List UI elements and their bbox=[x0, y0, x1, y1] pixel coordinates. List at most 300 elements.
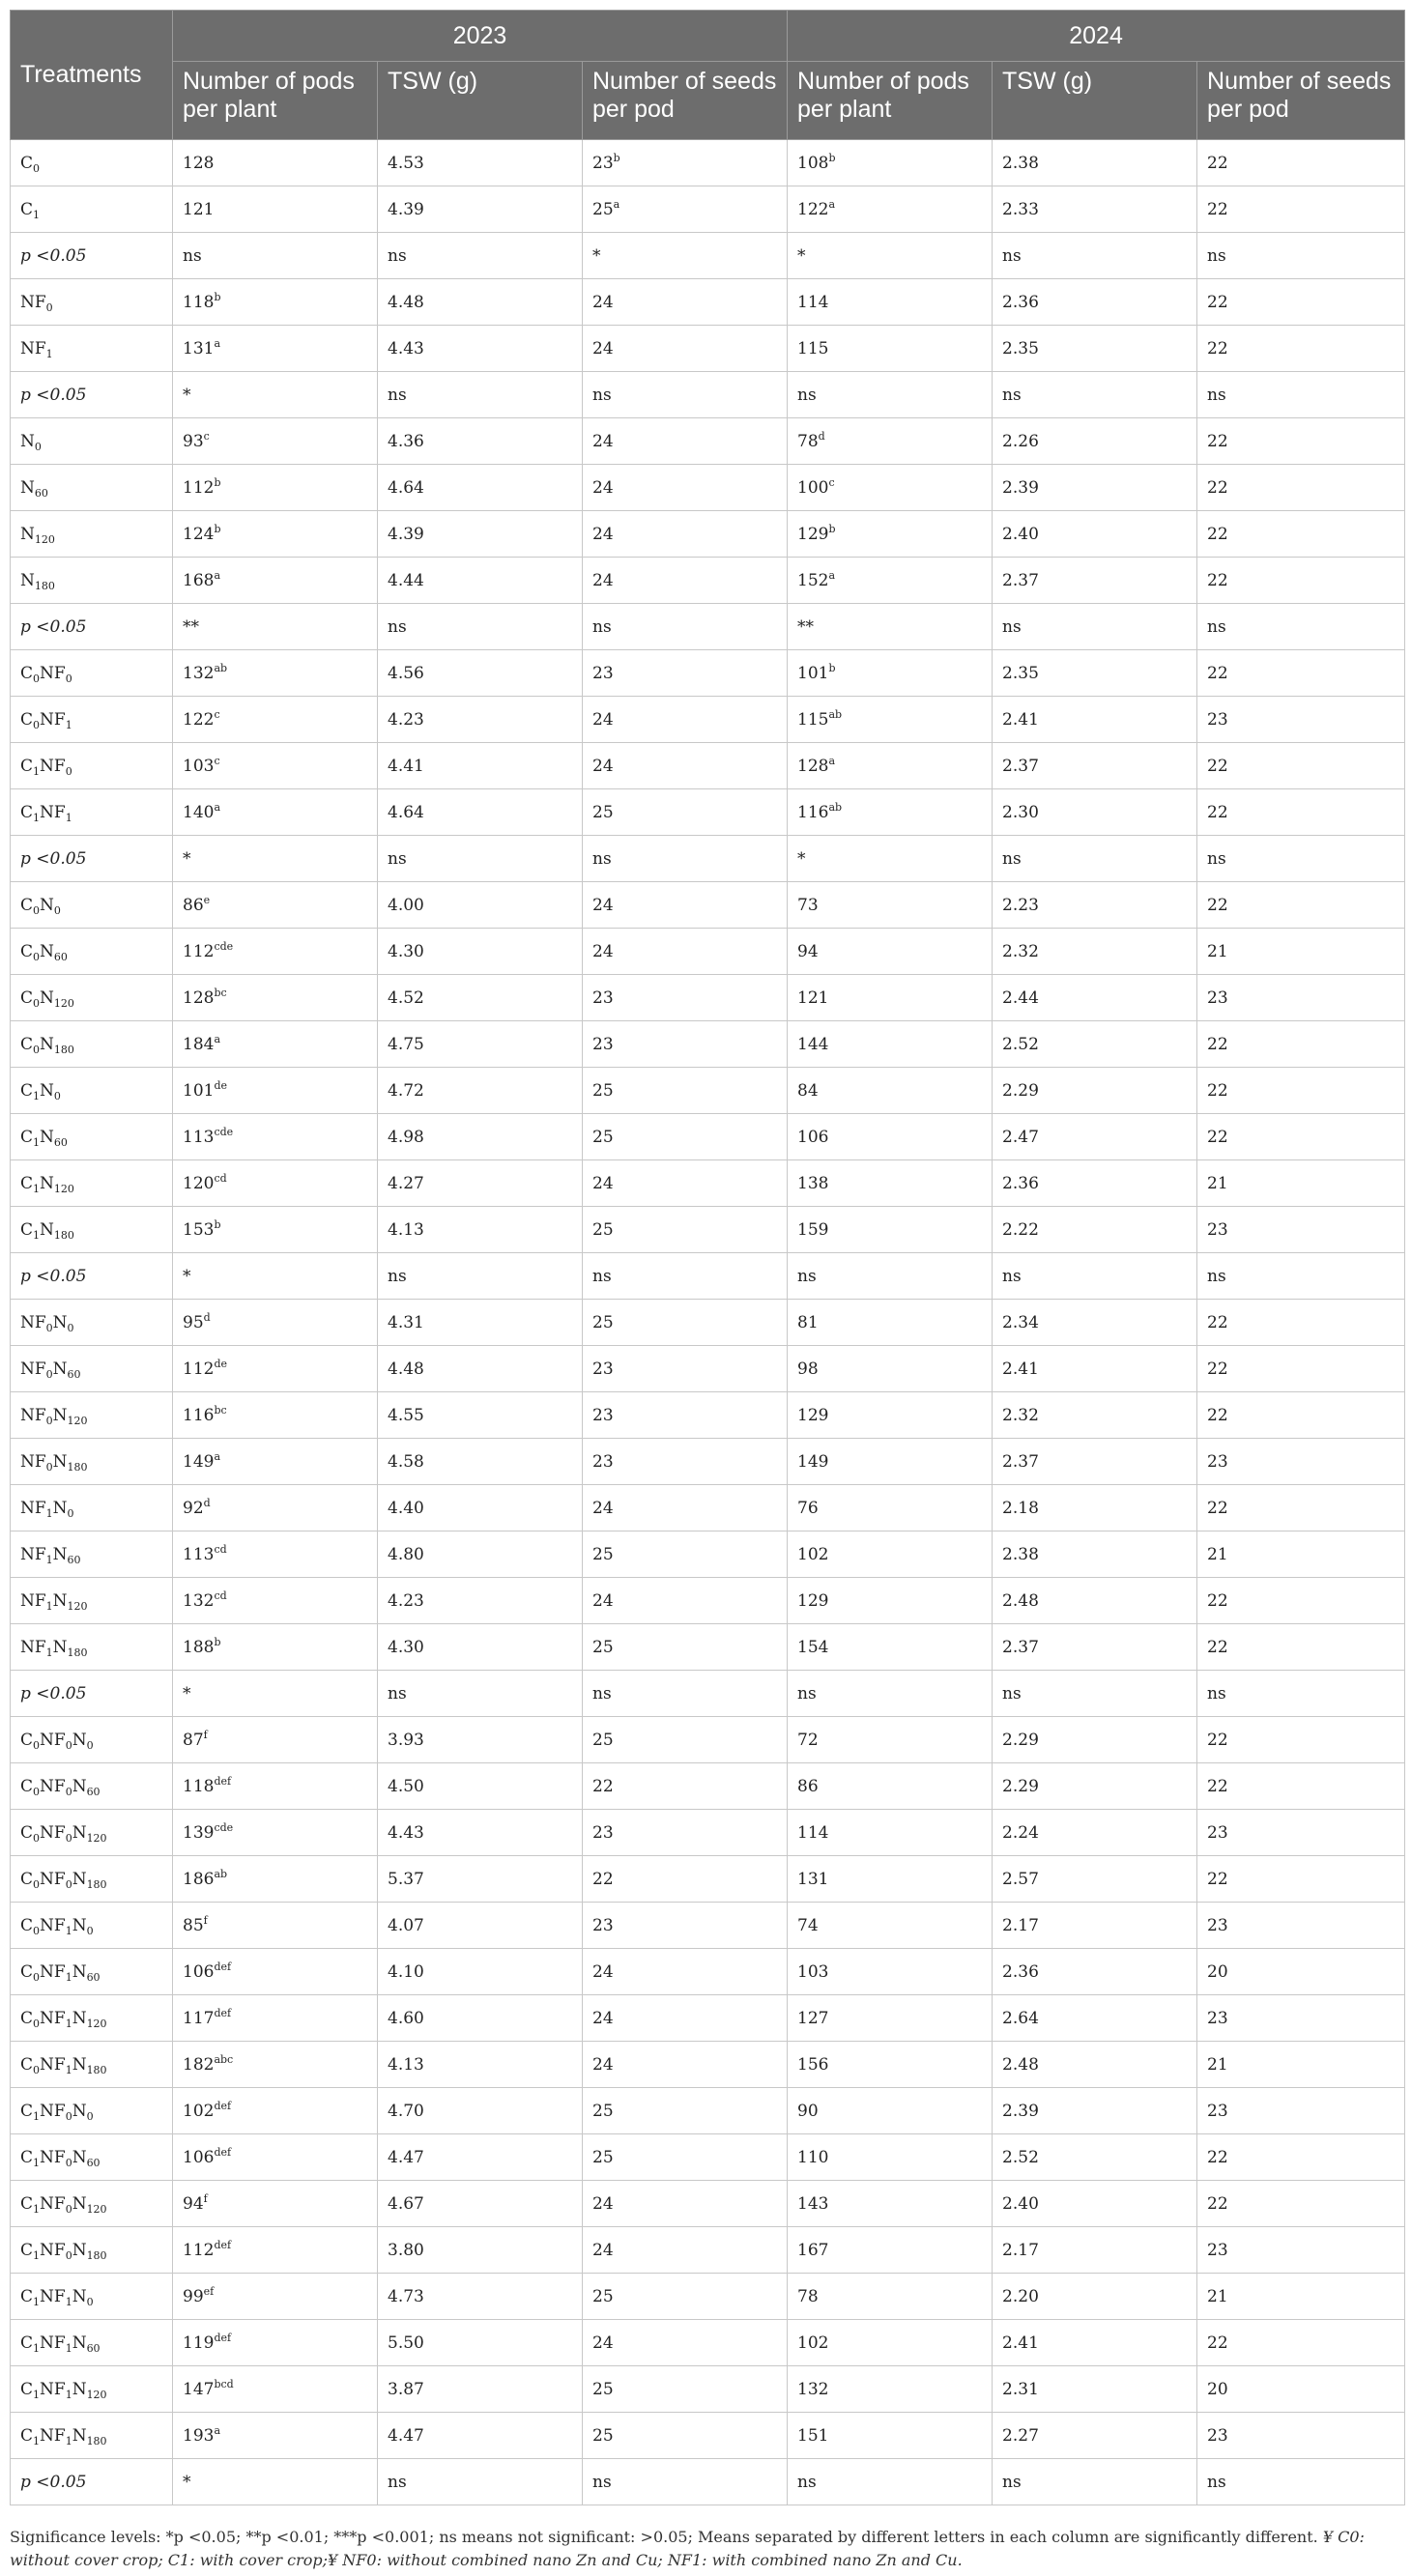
cell-pods-2023 bbox=[173, 511, 378, 558]
cell-value: 86 bbox=[797, 1776, 819, 1796]
cell-value: 25 bbox=[592, 2101, 614, 2121]
cell-tsw-2024: ns bbox=[993, 1671, 1197, 1717]
cell-seeds-2024 bbox=[1197, 1856, 1405, 1903]
cell-tsw-2023 bbox=[378, 1068, 583, 1114]
treatment-cell bbox=[11, 279, 173, 326]
treatment-cell bbox=[11, 1995, 173, 2042]
cell-value: 5.50 bbox=[388, 2333, 424, 2353]
significance-row bbox=[11, 233, 1405, 279]
table-row bbox=[11, 1763, 1405, 1810]
table-row bbox=[11, 558, 1405, 604]
treatment-factor: C bbox=[20, 1219, 34, 1240]
cell-value: 22 bbox=[1207, 1590, 1228, 1611]
cell-tsw-2023 bbox=[378, 1995, 583, 2042]
cell-value: 154 bbox=[797, 1637, 829, 1657]
cell-value: 22 bbox=[1207, 1127, 1228, 1147]
table-row bbox=[11, 2320, 1405, 2366]
treatment-factor: NF bbox=[40, 2240, 66, 2260]
significance-letters: d bbox=[203, 1496, 211, 1509]
cell-tsw-2023: ns bbox=[378, 2459, 583, 2505]
cell-seeds-2024 bbox=[1197, 326, 1405, 372]
cell-value: 193 bbox=[183, 2425, 215, 2446]
treatment-cell bbox=[11, 1624, 173, 1671]
treatment-cell bbox=[11, 1021, 173, 1068]
treatment-factor: NF bbox=[20, 1359, 46, 1379]
cell-value: 2.26 bbox=[1002, 431, 1039, 451]
cell-pods-2024 bbox=[788, 789, 993, 836]
cell-pods-2023 bbox=[173, 1995, 378, 2042]
cell-value: 22 bbox=[1207, 431, 1228, 451]
treatment-level: 0 bbox=[86, 2295, 94, 2308]
treatment-factor: C bbox=[20, 1730, 34, 1750]
cell-seeds-2023 bbox=[583, 2366, 788, 2413]
treatment-level: 1 bbox=[45, 1553, 53, 1566]
treatment-factor: N bbox=[52, 1451, 68, 1472]
cell-pods-2023: * bbox=[173, 1671, 378, 1717]
cell-value: 85 bbox=[183, 1915, 204, 1935]
cell-value: 121 bbox=[183, 199, 215, 219]
cell-seeds-2024 bbox=[1197, 2366, 1405, 2413]
treatment-cell bbox=[11, 2366, 173, 2413]
treatment-factor: C bbox=[20, 941, 34, 961]
treatment-cell bbox=[11, 1810, 173, 1856]
cell-pods-2024: ns bbox=[788, 2459, 993, 2505]
table-row bbox=[11, 186, 1405, 233]
treatment-level: 60 bbox=[67, 1367, 81, 1381]
significance-letters: b bbox=[828, 151, 836, 164]
treatment-cell bbox=[11, 1392, 173, 1439]
cell-seeds-2024 bbox=[1197, 2320, 1405, 2366]
cell-seeds-2024 bbox=[1197, 975, 1405, 1021]
cell-pods-2024 bbox=[788, 1160, 993, 1207]
significance-letters: bc bbox=[214, 1403, 227, 1417]
cell-pods-2023 bbox=[173, 2088, 378, 2134]
treatment-level: 1 bbox=[33, 2341, 41, 2355]
cell-value: 119 bbox=[183, 2333, 215, 2353]
cell-value: 118 bbox=[183, 292, 215, 312]
cell-value: 23 bbox=[1207, 709, 1228, 730]
cell-tsw-2024 bbox=[993, 1300, 1197, 1346]
cell-pods-2023: ** bbox=[173, 604, 378, 650]
cell-pods-2024 bbox=[788, 697, 993, 743]
cell-seeds-2024 bbox=[1197, 1392, 1405, 1439]
treatment-level: 0 bbox=[65, 764, 72, 778]
table-row bbox=[11, 1995, 1405, 2042]
table-row bbox=[11, 1810, 1405, 1856]
cell-seeds-2023 bbox=[583, 975, 788, 1021]
cell-pods-2024 bbox=[788, 1392, 993, 1439]
cell-seeds-2024 bbox=[1197, 2134, 1405, 2181]
cell-value: 108 bbox=[797, 153, 829, 173]
cell-tsw-2023 bbox=[378, 140, 583, 186]
cell-pods-2024: * bbox=[788, 836, 993, 882]
cell-value: 22 bbox=[1207, 199, 1228, 219]
treatment-cell bbox=[11, 2320, 173, 2366]
cell-seeds-2024 bbox=[1197, 2181, 1405, 2227]
treatment-factor: N bbox=[40, 941, 54, 961]
cell-seeds-2023 bbox=[583, 1346, 788, 1392]
cell-tsw-2024 bbox=[993, 743, 1197, 789]
significance-row bbox=[11, 372, 1405, 418]
cell-value: 23 bbox=[1207, 1451, 1228, 1472]
treatment-factor: C bbox=[20, 1961, 34, 1982]
cell-pods-2023 bbox=[173, 1903, 378, 1949]
treatment-level: 0 bbox=[33, 1738, 41, 1752]
cell-value: 25 bbox=[592, 199, 614, 219]
cell-tsw-2023 bbox=[378, 929, 583, 975]
significance-letters: def bbox=[214, 1960, 232, 1973]
cell-seeds-2024: ns bbox=[1197, 2459, 1405, 2505]
cell-tsw-2023 bbox=[378, 326, 583, 372]
significance-letters: abc bbox=[214, 2052, 234, 2066]
treatment-factor: NF bbox=[40, 1730, 66, 1750]
cell-value: 23 bbox=[1207, 1219, 1228, 1240]
treatment-factor: N bbox=[72, 2193, 87, 2214]
treatment-level: 0 bbox=[33, 1043, 41, 1056]
table-row bbox=[11, 1021, 1405, 1068]
cell-tsw-2024: ns bbox=[993, 372, 1197, 418]
treatment-cell bbox=[11, 1300, 173, 1346]
treatment-level: 0 bbox=[67, 1506, 74, 1520]
cell-pods-2023 bbox=[173, 1021, 378, 1068]
cell-seeds-2024 bbox=[1197, 1114, 1405, 1160]
cell-value: 22 bbox=[1207, 2193, 1228, 2214]
treatment-cell bbox=[11, 2134, 173, 2181]
cell-value: 22 bbox=[1207, 2147, 1228, 2167]
cell-tsw-2024 bbox=[993, 1810, 1197, 1856]
cell-tsw-2024 bbox=[993, 697, 1197, 743]
cell-pods-2023 bbox=[173, 1485, 378, 1531]
cell-value: 23 bbox=[1207, 2425, 1228, 2446]
treatment-factor: NF bbox=[40, 1869, 66, 1889]
cell-value: 3.80 bbox=[388, 2240, 424, 2260]
treatment-factor: NF bbox=[40, 2425, 66, 2446]
treatment-factor: NF bbox=[40, 2101, 66, 2121]
treatment-level: 0 bbox=[65, 2156, 72, 2169]
cell-tsw-2023 bbox=[378, 1439, 583, 1485]
treatment-factor: N bbox=[52, 1359, 68, 1379]
table-footnote bbox=[10, 2526, 1404, 2572]
cell-seeds-2024 bbox=[1197, 1717, 1405, 1763]
cell-tsw-2023 bbox=[378, 650, 583, 697]
treatment-level: 180 bbox=[67, 1460, 88, 1474]
cell-value: 153 bbox=[183, 1219, 215, 1240]
treatment-factor: C bbox=[20, 709, 34, 730]
cell-tsw-2023 bbox=[378, 2320, 583, 2366]
col-header-seeds-2024: Number of seeds per pod bbox=[1197, 62, 1405, 140]
cell-seeds-2023 bbox=[583, 1763, 788, 1810]
cell-value: 106 bbox=[183, 2147, 215, 2167]
treatment-level: 1 bbox=[65, 2063, 72, 2076]
treatment-factor: N bbox=[20, 477, 35, 498]
treatment-factor: N bbox=[72, 2147, 87, 2167]
treatment-cell bbox=[11, 511, 173, 558]
significance-letters: b bbox=[613, 151, 620, 164]
treatment-level: 1 bbox=[33, 2388, 41, 2401]
cell-tsw-2023: ns bbox=[378, 233, 583, 279]
cell-value: 4.30 bbox=[388, 941, 424, 961]
cell-tsw-2023 bbox=[378, 511, 583, 558]
table-row bbox=[11, 1439, 1405, 1485]
treatment-factor: N bbox=[72, 1961, 87, 1982]
cell-pods-2023 bbox=[173, 2042, 378, 2088]
cell-value: 22 bbox=[1207, 153, 1228, 173]
cell-seeds-2023 bbox=[583, 1439, 788, 1485]
table-row bbox=[11, 1300, 1405, 1346]
cell-value: 25 bbox=[592, 2379, 614, 2399]
treatment-cell bbox=[11, 1207, 173, 1253]
significance-letters: b bbox=[214, 475, 221, 489]
treatment-level: 180 bbox=[86, 1877, 107, 1891]
treatment-level: 0 bbox=[45, 1414, 53, 1427]
treatment-factor: NF bbox=[40, 1822, 66, 1843]
header-row-columns bbox=[11, 62, 1405, 140]
significance-label: p <0.05 bbox=[11, 1253, 173, 1300]
treatment-factor: N bbox=[72, 2101, 87, 2121]
cell-value: 25 bbox=[592, 1080, 614, 1101]
cell-value: 2.37 bbox=[1002, 570, 1039, 590]
cell-value: 2.40 bbox=[1002, 524, 1039, 544]
cell-value: 23 bbox=[592, 1034, 614, 1054]
cell-value: 143 bbox=[797, 2193, 829, 2214]
cell-seeds-2023 bbox=[583, 1300, 788, 1346]
table-row bbox=[11, 2181, 1405, 2227]
table-row bbox=[11, 1717, 1405, 1763]
cell-value: 4.70 bbox=[388, 2101, 424, 2121]
cell-value: 4.13 bbox=[388, 2054, 424, 2075]
treatment-factor: N bbox=[52, 1312, 68, 1332]
cell-tsw-2023 bbox=[378, 1717, 583, 1763]
cell-seeds-2024 bbox=[1197, 789, 1405, 836]
cell-seeds-2024 bbox=[1197, 1021, 1405, 1068]
cell-value: 4.64 bbox=[388, 802, 424, 822]
cell-pods-2023 bbox=[173, 1624, 378, 1671]
cell-pods-2024 bbox=[788, 465, 993, 511]
cell-value: 25 bbox=[592, 2286, 614, 2306]
cell-pods-2023 bbox=[173, 2227, 378, 2274]
cell-seeds-2023 bbox=[583, 2088, 788, 2134]
cell-pods-2024 bbox=[788, 882, 993, 929]
cell-tsw-2023 bbox=[378, 2366, 583, 2413]
treatment-factor: C bbox=[20, 1915, 34, 1935]
cell-tsw-2024 bbox=[993, 558, 1197, 604]
cell-value: 23 bbox=[1207, 2240, 1228, 2260]
cell-value: 129 bbox=[797, 1405, 829, 1425]
treatment-factor: N bbox=[20, 570, 35, 590]
cell-seeds-2024 bbox=[1197, 2088, 1405, 2134]
significance-letters: cd bbox=[214, 1542, 227, 1556]
treatment-factor: NF bbox=[20, 1498, 46, 1518]
cell-value: 115 bbox=[797, 709, 829, 730]
cell-tsw-2024 bbox=[993, 975, 1197, 1021]
cell-pods-2023 bbox=[173, 418, 378, 465]
cell-value: 22 bbox=[1207, 802, 1228, 822]
cell-value: 22 bbox=[1207, 1730, 1228, 1750]
cell-value: 2.57 bbox=[1002, 1869, 1039, 1889]
cell-value: 23 bbox=[1207, 2008, 1228, 2028]
cell-pods-2024 bbox=[788, 975, 993, 1021]
cell-value: 102 bbox=[183, 2101, 215, 2121]
cell-seeds-2024: ns bbox=[1197, 604, 1405, 650]
cell-tsw-2023 bbox=[378, 1114, 583, 1160]
cell-value: 24 bbox=[592, 756, 614, 776]
table-row bbox=[11, 1531, 1405, 1578]
treatment-factor: N bbox=[72, 2333, 87, 2353]
treatment-level: 60 bbox=[86, 1785, 101, 1798]
treatment-factor: NF bbox=[20, 338, 46, 358]
cell-pods-2023 bbox=[173, 465, 378, 511]
treatment-level: 0 bbox=[33, 996, 41, 1010]
significance-letters: def bbox=[214, 2099, 232, 2112]
cell-tsw-2023 bbox=[378, 1531, 583, 1578]
cell-value: 128 bbox=[797, 756, 829, 776]
cell-tsw-2023 bbox=[378, 1763, 583, 1810]
treatment-factor: C bbox=[20, 153, 34, 173]
cell-seeds-2024 bbox=[1197, 697, 1405, 743]
treatment-level: 1 bbox=[45, 1506, 53, 1520]
treatment-level: 1 bbox=[45, 1646, 53, 1659]
cell-value: 115 bbox=[797, 338, 829, 358]
cell-seeds-2023 bbox=[583, 2042, 788, 2088]
treatment-level: 0 bbox=[53, 903, 61, 917]
cell-value: 106 bbox=[797, 1127, 829, 1147]
cell-value: 112 bbox=[183, 941, 215, 961]
significance-label: p <0.05 bbox=[11, 2459, 173, 2505]
cell-value: 4.31 bbox=[388, 1312, 424, 1332]
table-body bbox=[11, 140, 1405, 2505]
cell-value: 116 bbox=[797, 802, 829, 822]
treatment-level: 120 bbox=[67, 1599, 88, 1613]
cell-seeds-2024 bbox=[1197, 2227, 1405, 2274]
cell-value: 21 bbox=[1207, 1173, 1228, 1193]
treatment-level: 1 bbox=[33, 1182, 41, 1195]
cell-value: 2.31 bbox=[1002, 2379, 1039, 2399]
treatment-level: 60 bbox=[86, 2156, 101, 2169]
cell-value: 4.36 bbox=[388, 431, 424, 451]
cell-value: 4.27 bbox=[388, 1173, 424, 1193]
cell-value: 129 bbox=[797, 1590, 829, 1611]
cell-seeds-2023 bbox=[583, 558, 788, 604]
cell-value: 25 bbox=[592, 1312, 614, 1332]
significance-label: p <0.05 bbox=[11, 604, 173, 650]
cell-value: 23 bbox=[592, 1915, 614, 1935]
cell-pods-2023 bbox=[173, 186, 378, 233]
cell-tsw-2023: ns bbox=[378, 1671, 583, 1717]
cell-seeds-2023 bbox=[583, 929, 788, 975]
cell-value: 84 bbox=[797, 1080, 819, 1101]
treatment-cell bbox=[11, 743, 173, 789]
cell-seeds-2023 bbox=[583, 1903, 788, 1949]
cell-pods-2024 bbox=[788, 1531, 993, 1578]
cell-value: 98 bbox=[797, 1359, 819, 1379]
treatment-factor: N bbox=[72, 2286, 87, 2306]
treatment-level: 120 bbox=[67, 1414, 88, 1427]
cell-value: 4.44 bbox=[388, 570, 424, 590]
significance-letters: b bbox=[828, 661, 836, 674]
cell-value: 94 bbox=[183, 2193, 204, 2214]
cell-seeds-2024 bbox=[1197, 1903, 1405, 1949]
cell-value: 120 bbox=[183, 1173, 215, 1193]
cell-tsw-2024 bbox=[993, 1346, 1197, 1392]
treatment-cell bbox=[11, 1160, 173, 1207]
cell-value: 4.52 bbox=[388, 987, 424, 1008]
cell-value: 2.44 bbox=[1002, 987, 1039, 1008]
cell-pods-2023 bbox=[173, 882, 378, 929]
cell-value: 25 bbox=[592, 802, 614, 822]
cell-pods-2023 bbox=[173, 2366, 378, 2413]
significance-letters: a bbox=[214, 800, 221, 814]
cell-pods-2023 bbox=[173, 1949, 378, 1995]
cell-pods-2024 bbox=[788, 2366, 993, 2413]
cell-value: 21 bbox=[1207, 2054, 1228, 2075]
table-row bbox=[11, 465, 1405, 511]
cell-value: 2.32 bbox=[1002, 941, 1039, 961]
table-row bbox=[11, 511, 1405, 558]
significance-letters: ab bbox=[828, 800, 843, 814]
cell-value: 2.36 bbox=[1002, 1173, 1039, 1193]
cell-value: 2.41 bbox=[1002, 1359, 1039, 1379]
cell-value: 21 bbox=[1207, 1544, 1228, 1564]
table-row bbox=[11, 697, 1405, 743]
treatment-factor: NF bbox=[40, 709, 66, 730]
treatment-factor: N bbox=[72, 1869, 87, 1889]
cell-value: 2.41 bbox=[1002, 709, 1039, 730]
cell-value: 92 bbox=[183, 1498, 204, 1518]
significance-letters: ab bbox=[214, 661, 228, 674]
cell-tsw-2023 bbox=[378, 1810, 583, 1856]
cell-pods-2023 bbox=[173, 1439, 378, 1485]
significance-row bbox=[11, 604, 1405, 650]
cell-value: 23 bbox=[1207, 1822, 1228, 1843]
cell-value: 21 bbox=[1207, 2286, 1228, 2306]
cell-value: 4.43 bbox=[388, 1822, 424, 1843]
table-row bbox=[11, 1856, 1405, 1903]
cell-value: 2.33 bbox=[1002, 199, 1039, 219]
cell-value: 2.64 bbox=[1002, 2008, 1039, 2028]
treatment-level: 1 bbox=[33, 811, 41, 824]
significance-letters: c bbox=[203, 429, 210, 443]
table-row bbox=[11, 1624, 1405, 1671]
cell-tsw-2024 bbox=[993, 1578, 1197, 1624]
cell-value: 93 bbox=[183, 431, 204, 451]
cell-value: 22 bbox=[1207, 1034, 1228, 1054]
cell-value: 2.37 bbox=[1002, 756, 1039, 776]
cell-tsw-2024 bbox=[993, 929, 1197, 975]
cell-value: 20 bbox=[1207, 1961, 1228, 1982]
cell-value: 25 bbox=[592, 1544, 614, 1564]
cell-value: 76 bbox=[797, 1498, 819, 1518]
cell-tsw-2023 bbox=[378, 2274, 583, 2320]
cell-tsw-2023 bbox=[378, 789, 583, 836]
cell-value: 23 bbox=[592, 1822, 614, 1843]
cell-value: 4.55 bbox=[388, 1405, 424, 1425]
cell-value: 25 bbox=[592, 1127, 614, 1147]
cell-value: 101 bbox=[183, 1080, 215, 1101]
cell-value: 100 bbox=[797, 477, 829, 498]
cell-tsw-2023 bbox=[378, 1160, 583, 1207]
significance-letters: def bbox=[214, 1774, 232, 1788]
cell-tsw-2024 bbox=[993, 1856, 1197, 1903]
cell-value: 2.48 bbox=[1002, 2054, 1039, 2075]
cell-pods-2023 bbox=[173, 1578, 378, 1624]
cell-pods-2023: * bbox=[173, 372, 378, 418]
treatment-level: 60 bbox=[86, 1970, 101, 1984]
significance-letters: a bbox=[613, 197, 620, 211]
treatment-factor: C bbox=[20, 663, 34, 683]
treatment-factor: C bbox=[20, 2054, 34, 2075]
table-row bbox=[11, 326, 1405, 372]
cell-tsw-2023 bbox=[378, 882, 583, 929]
